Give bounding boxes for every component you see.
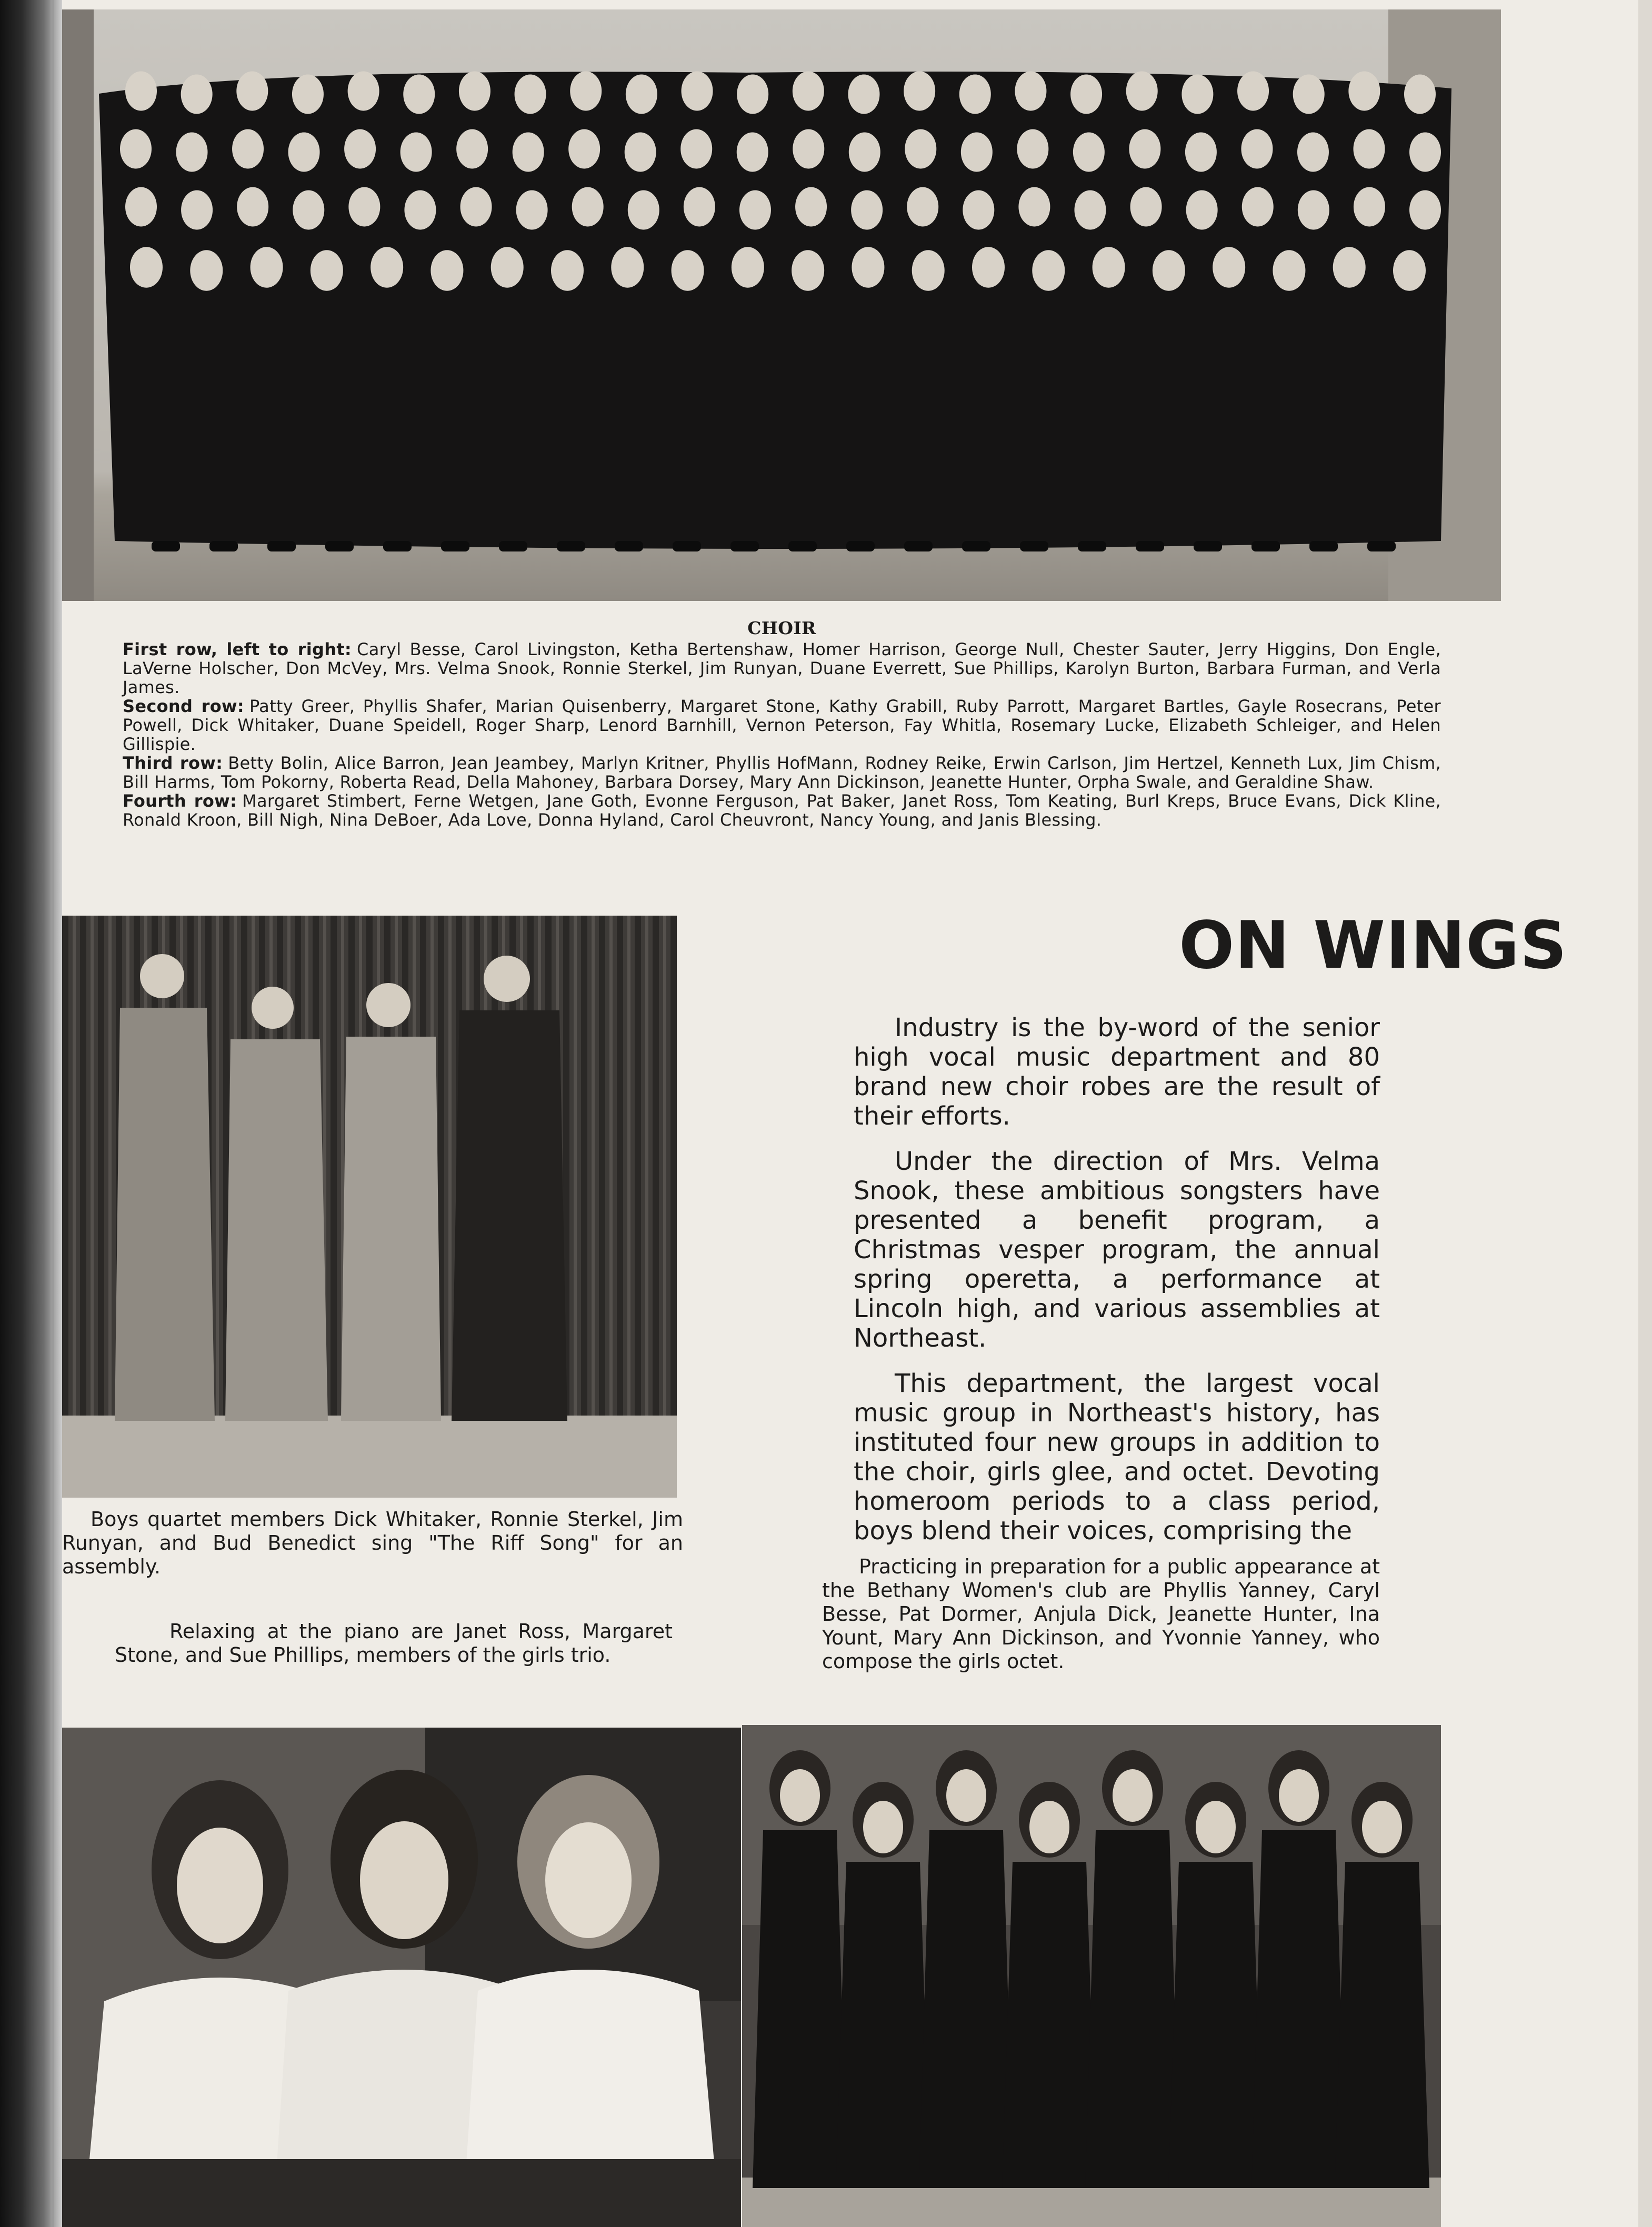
choir-member-face bbox=[1153, 250, 1185, 291]
choir-member-face bbox=[1404, 75, 1436, 114]
choir-member-face bbox=[491, 247, 524, 288]
choir-member-face bbox=[1129, 129, 1160, 169]
row-label: Second row: bbox=[123, 696, 244, 716]
row-label: First row, left to right: bbox=[123, 639, 352, 659]
row-names: Caryl Besse, Carol Livingston, Ketha Bertenshaw, Homer Harrison, George Null, Chester Sauter, Jerry Higgins, Don Engle, LaVerne Holscher, Don McVey, Mrs. Velma Snook, Ronnie Sterkel, Jim Runyan, Duane Everrett, Sue Phillips, Karolyn Burton, Barbara Furman, and Verla James. bbox=[123, 639, 1441, 697]
choir-member-face bbox=[795, 187, 827, 227]
choir-member-shoes bbox=[846, 541, 875, 551]
choir-member-face bbox=[1242, 187, 1274, 227]
choir-member-face bbox=[1409, 190, 1441, 230]
choir-member-face bbox=[125, 187, 157, 227]
octet-member-face bbox=[1279, 1769, 1319, 1822]
choir-member-face bbox=[1213, 247, 1245, 288]
octet-member-face bbox=[780, 1769, 820, 1822]
choir-member-face bbox=[551, 250, 584, 291]
trio-photo bbox=[62, 1728, 741, 2227]
choir-member-face bbox=[293, 190, 324, 230]
octet-member-face bbox=[1362, 1801, 1402, 1853]
choir-member-face bbox=[237, 187, 268, 227]
choir-member-face bbox=[513, 133, 544, 172]
choir-member-face bbox=[1182, 75, 1213, 114]
choir-member-shoes bbox=[441, 541, 469, 551]
choir-member-shoes bbox=[1020, 541, 1048, 551]
choir-member-face bbox=[625, 133, 656, 172]
choir-member-face bbox=[1032, 250, 1065, 291]
choir-member-face bbox=[1018, 187, 1050, 227]
choir-member-face bbox=[572, 187, 604, 227]
choir-member-face bbox=[1015, 72, 1046, 111]
choir-member-face bbox=[176, 133, 208, 172]
choir-member-face bbox=[1073, 133, 1105, 172]
choir-member-face bbox=[1297, 133, 1329, 172]
choir-member-shoes bbox=[904, 541, 933, 551]
choir-member-face bbox=[1333, 247, 1366, 288]
choir-member-face bbox=[1093, 247, 1125, 288]
choir-member-face bbox=[912, 250, 945, 291]
octet-member-face bbox=[1029, 1801, 1069, 1853]
choir-row-second bbox=[123, 697, 1441, 754]
choir-member-face bbox=[120, 129, 152, 169]
choir-member-face bbox=[232, 129, 264, 169]
choir-member-shoes bbox=[788, 541, 817, 551]
choir-row-first bbox=[123, 640, 1441, 697]
choir-member-face bbox=[190, 250, 223, 291]
choir-member-face bbox=[792, 250, 824, 291]
choir-member-shoes bbox=[1136, 541, 1164, 551]
octet-caption: Practicing in preparation for a public appearance at the Bethany Women's club are Phyllis Yanney, Caryl Besse, Pat Dormer, Anjula Dick, Jeanette Hunter, Ina Yount, Mary Ann Dickinson, and Yvonnie Yanney, who compose the girls octet. bbox=[822, 1555, 1380, 1673]
choir-member-face bbox=[672, 250, 704, 291]
choir-member-face bbox=[732, 247, 764, 288]
octet-member-face bbox=[1113, 1769, 1153, 1822]
choir-member-face bbox=[430, 250, 463, 291]
choir-member-face bbox=[401, 133, 432, 172]
choir-member-face bbox=[251, 247, 283, 288]
octet-member-dress bbox=[1335, 1862, 1429, 2188]
choir-member-face bbox=[1353, 129, 1385, 169]
choir-member-face bbox=[849, 133, 880, 172]
article-paragraph: Under the direction of Mrs. Velma Snook, these ambitious songsters have presented a benefit program, a Christmas vesper program, the annual spring operetta, a performance at Lincoln high, and various assemblies at Northeast. bbox=[854, 1147, 1380, 1353]
choir-member-face bbox=[793, 72, 824, 111]
choir-member-face bbox=[125, 72, 157, 111]
row-label: Fourth row: bbox=[123, 791, 237, 811]
choir-member-face bbox=[292, 75, 324, 114]
choir-member-face bbox=[1074, 190, 1106, 230]
choir-member-face bbox=[851, 190, 883, 230]
choir-member-shoes bbox=[267, 541, 296, 551]
choir-row-third bbox=[123, 754, 1441, 791]
choir-member-face bbox=[1130, 187, 1162, 227]
choir-member-face bbox=[181, 190, 213, 230]
row-names: Betty Bolin, Alice Barron, Jean Jeambey, Marlyn Kritner, Phyllis HofMann, Rodney Reike, Erwin Carlson, Jim Hertzel, Kenneth Lux, Jim Chism, Bill Harms, Tom Pokorny, Roberta Read, Della Mahoney, Barbara Dorsey, Mary Ann Dickinson, Jeanette Hunter, Orpha Swale, and Geraldine Shaw. bbox=[123, 753, 1441, 792]
octet-member-dress bbox=[836, 1862, 930, 2188]
choir-caption bbox=[123, 619, 1441, 829]
choir-member-face bbox=[628, 190, 659, 230]
octet-member-dress bbox=[1168, 1862, 1263, 2188]
choir-member-face bbox=[905, 129, 936, 169]
quartet-caption: Boys quartet members Dick Whitaker, Ronnie Sterkel, Jim Runyan, and Bud Benedict sing "The Riff Song" for an assembly. bbox=[62, 1508, 683, 1578]
choir-member-face bbox=[1354, 187, 1385, 227]
choir-member-face bbox=[568, 129, 600, 169]
choir-member-shoes bbox=[152, 541, 180, 551]
choir-member-shoes bbox=[557, 541, 585, 551]
choir-member-face bbox=[682, 72, 713, 111]
octet-member-dress bbox=[1251, 1830, 1346, 2188]
choir-member-face bbox=[611, 247, 644, 288]
choir-member-face bbox=[456, 129, 488, 169]
choir-member-face bbox=[972, 247, 1005, 288]
octet-member-face bbox=[863, 1801, 903, 1853]
binding-edge bbox=[51, 0, 54, 2227]
choir-member-face bbox=[130, 247, 163, 288]
choir-member-face bbox=[1298, 190, 1329, 230]
choir-member-shoes bbox=[1309, 541, 1338, 551]
article-paragraph: This department, the largest vocal music group in Northeast's history, has instituted four new groups in addition to the choir, girls glee, and octet. Devoting homeroom periods to a class period, boys blend their voices, comprising the bbox=[854, 1369, 1380, 1546]
choir-member-face bbox=[460, 187, 492, 227]
choir-member-face bbox=[1393, 250, 1426, 291]
choir-member-face bbox=[459, 72, 490, 111]
choir-member-face bbox=[515, 75, 546, 114]
page-edge bbox=[1638, 0, 1652, 2227]
choir-member-face bbox=[236, 72, 268, 111]
choir-member-face bbox=[848, 75, 879, 114]
choir-member-face bbox=[680, 129, 712, 169]
choir-member-face bbox=[344, 129, 376, 169]
choir-member-shoes bbox=[962, 541, 990, 551]
choir-member-shoes bbox=[730, 541, 759, 551]
choir-member-face bbox=[793, 129, 824, 169]
choir-member-face bbox=[737, 133, 768, 172]
choir-member-face bbox=[1126, 72, 1158, 111]
choir-member-face bbox=[1241, 129, 1273, 169]
choir-title: CHOIR bbox=[747, 618, 816, 638]
page-headline: ON WINGS bbox=[1179, 908, 1568, 984]
choir-member-face bbox=[963, 190, 994, 230]
choir-member-face bbox=[403, 75, 435, 114]
choir-member-shoes bbox=[1194, 541, 1222, 551]
choir-member-face bbox=[288, 133, 320, 172]
choir-member-shoes bbox=[1078, 541, 1106, 551]
choir-member-face bbox=[959, 75, 991, 114]
choir-member-shoes bbox=[1367, 541, 1396, 551]
choir-member-face bbox=[348, 72, 379, 111]
choir-member-face bbox=[1070, 75, 1102, 114]
choir-photo bbox=[62, 9, 1501, 601]
trio-caption: Relaxing at the piano are Janet Ross, Margaret Stone, and Sue Phillips, members of the girls trio. bbox=[115, 1620, 673, 1667]
choir-member-shoes bbox=[209, 541, 238, 551]
choir-member-face bbox=[907, 187, 938, 227]
choir-member-face bbox=[570, 72, 602, 111]
row-names: Margaret Stimbert, Ferne Wetgen, Jane Goth, Evonne Ferguson, Pat Baker, Janet Ross, Tom Keating, Burl Kreps, Bruce Evans, Dick Kline, Ronald Kroon, Bill Nigh, Nina DeBoer, Ada Love, Donna Hyland, Carol Cheuvront, Nancy Young, and Janis Blessing. bbox=[123, 791, 1441, 830]
choir-member-face bbox=[1293, 75, 1325, 114]
choir-member-face bbox=[348, 187, 380, 227]
choir-member-face bbox=[1017, 129, 1048, 169]
choir-member-face bbox=[516, 190, 548, 230]
choir-member-face bbox=[737, 75, 768, 114]
choir-member-shoes bbox=[383, 541, 412, 551]
choir-member-face bbox=[1186, 190, 1218, 230]
choir-member-shoes bbox=[325, 541, 354, 551]
row-label: Third row: bbox=[123, 753, 223, 773]
octet-member-dress bbox=[919, 1830, 1014, 2188]
octet-member-dress bbox=[1085, 1830, 1180, 2188]
choir-row-fourth bbox=[123, 791, 1441, 829]
octet-member-face bbox=[946, 1769, 986, 1822]
choir-member-face bbox=[404, 190, 436, 230]
choir-member-face bbox=[311, 250, 343, 291]
article-body bbox=[854, 1013, 1380, 1561]
choir-member-face bbox=[1237, 72, 1269, 111]
octet-member-dress bbox=[753, 1830, 847, 2188]
choir-member-face bbox=[626, 75, 657, 114]
choir-member-face bbox=[181, 75, 213, 114]
choir-member-face bbox=[371, 247, 403, 288]
choir-member-face bbox=[904, 72, 935, 111]
octet-member-face bbox=[1196, 1801, 1236, 1853]
choir-member-shoes bbox=[1251, 541, 1280, 551]
article-paragraph: Industry is the by-word of the senior high vocal music department and 80 brand new choir robes are the result of their efforts. bbox=[854, 1013, 1380, 1131]
choir-member-face bbox=[961, 133, 993, 172]
quartet-photo bbox=[62, 916, 677, 1498]
octet-photo bbox=[742, 1725, 1441, 2227]
choir-member-shoes bbox=[615, 541, 643, 551]
choir-member-face bbox=[852, 247, 884, 288]
choir-member-face bbox=[1409, 133, 1441, 172]
choir-member-face bbox=[739, 190, 771, 230]
choir-member-face bbox=[1185, 133, 1217, 172]
choir-member-face bbox=[684, 187, 715, 227]
choir-member-face bbox=[1348, 72, 1380, 111]
row-names: Patty Greer, Phyllis Shafer, Marian Quisenberry, Margaret Stone, Kathy Grabill, Ruby Parrott, Margaret Bartles, Gayle Rosecrans, Peter Powell, Dick Whitaker, Duane Speidell, Roger Sharp, Lenord Barnhill, Vernon Peterson, Fay Whitla, Rosemary Lucke, Elizabeth Schleiger, and Helen Gillispie. bbox=[123, 696, 1441, 754]
choir-member-face bbox=[1273, 250, 1305, 291]
octet-member-dress bbox=[1002, 1862, 1097, 2188]
choir-member-shoes bbox=[673, 541, 701, 551]
choir-member-shoes bbox=[499, 541, 527, 551]
